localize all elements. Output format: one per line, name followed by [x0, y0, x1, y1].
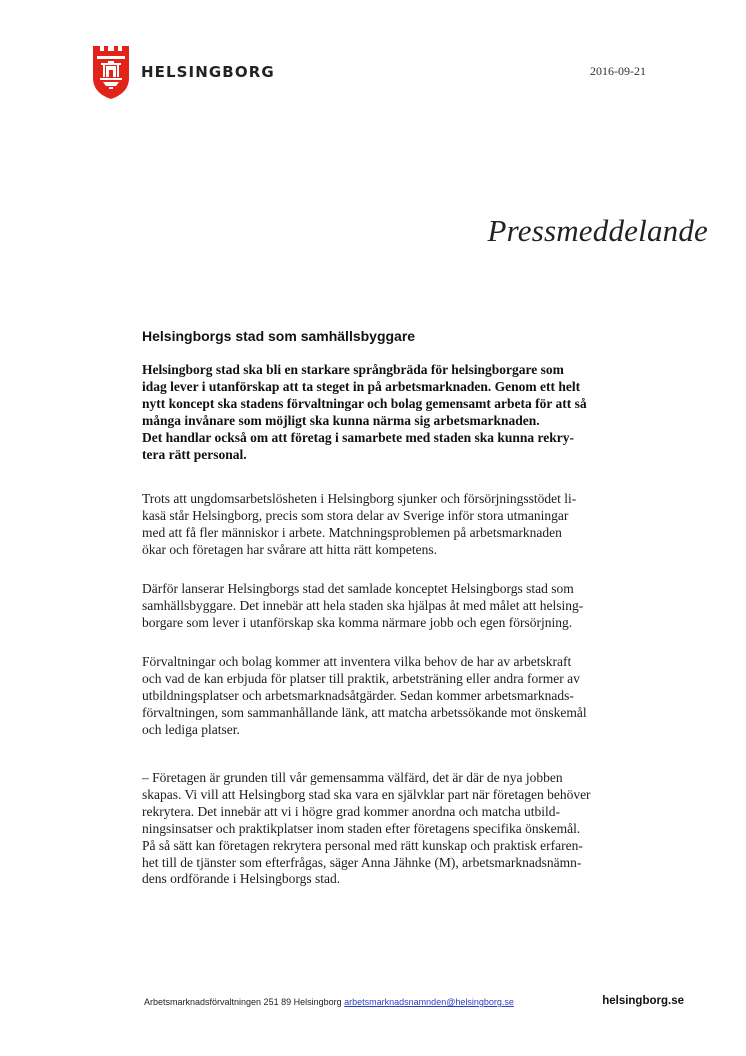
lead-line: idag lever i utanförskap att ta steget in på arbetsmarknaden. Genom ett helt: [142, 378, 581, 394]
lead-line: Helsingborg stad ska bli en starkare språngbräda för helsingborgare som: [142, 362, 564, 377]
body-line: borgare som lever i utanförskap ska komma närmare jobb och egen försörjning.: [142, 614, 573, 630]
body-paragraph: [142, 491, 652, 559]
body-line: dens ordförande i Helsingborgs stad.: [142, 871, 341, 887]
body-line: På så sätt kan företagen rekrytera personal med rätt kunskap och praktisk erfaren-: [142, 837, 583, 853]
document-date: 2016-09-21: [590, 64, 646, 78]
body-line: utbildningsplatser och arbetsmarknadsåtgärder. Sedan kommer arbetsmarknads-: [142, 687, 574, 703]
body-line: med att få fler människor i arbete. Matchningsproblemen på arbetsmarknaden: [142, 524, 562, 540]
footer-website: helsingborg.se: [602, 995, 684, 1007]
body-line: – Företagen är grunden till vår gemensamma välfärd, det är där de nya jobben: [142, 770, 563, 785]
body-line: het till de tjänster som efterfrågas, säger Anna Jähnke (M), arbetsmarknadsnämn-: [142, 854, 582, 870]
lead-line: tera rätt personal.: [142, 446, 247, 462]
body-line: skapas. Vi vill att Helsingborg stad ska vara en självklar part när företagen behöver: [142, 786, 591, 802]
brand-name: HELSINGBORG: [141, 63, 275, 81]
body-line: och lediga platser.: [142, 721, 240, 737]
body-line: kasä står Helsingborg, precis som stora delar av Sverige inför stora utmaningar: [142, 507, 569, 523]
body-line: rekrytera. Det innebär att vi i högre grad kommer anordna och matcha utbild-: [142, 803, 560, 819]
press-release-headline: Helsingborgs stad som samhällsbyggare: [142, 328, 416, 344]
body-line: ningsinsatser och praktikplatser inom staden efter företagens specifika önskemål.: [142, 820, 581, 836]
lead-line: nytt koncept ska stadens förvaltningar och bolag gemensamt arbeta för att så: [142, 395, 587, 411]
body-line: förvaltningen, som sammanhållande länk, att matcha arbetssökande mot önskemål: [142, 704, 587, 720]
lead-line: Det handlar också om att företag i samarbete med staden ska kunna rekry-: [142, 429, 574, 445]
quote-paragraph: [142, 770, 652, 888]
footer-address: Arbetsmarknadsförvaltningen 251 89 Helsingborg: [144, 997, 342, 1007]
body-line: Trots att ungdomsarbetslösheten i Helsingborg sjunker och försörjningsstödet li-: [142, 491, 577, 506]
body-line: Förvaltningar och bolag kommer att inventera vilka behov de har av arbetskraft: [142, 654, 572, 669]
body-line: samhällsbyggare. Det innebär att hela staden ska hjälpas åt med målet att helsing-: [142, 597, 584, 613]
lead-paragraph: [142, 362, 652, 463]
body-line: och vad de kan erbjuda för platser till praktik, arbetsträning eller andra former av: [142, 670, 580, 686]
body-line: ökar och företagen har svårare att hitta rätt kompetens.: [142, 541, 437, 557]
body-line: Därför lanserar Helsingborgs stad det samlade konceptet Helsingborgs stad som: [142, 581, 574, 596]
helsingborg-logo-icon: [92, 44, 130, 100]
footer-email-link[interactable]: arbetsmarknadsnamnden@helsingborg.se: [344, 997, 514, 1007]
footer-contact: [144, 996, 514, 1008]
lead-line: många invånare som möjligt ska kunna närma sig arbetsmarknaden.: [142, 412, 540, 428]
document-type-label: Pressmeddelande: [487, 213, 708, 248]
body-paragraph: [142, 654, 652, 739]
body-paragraph: [142, 581, 652, 632]
